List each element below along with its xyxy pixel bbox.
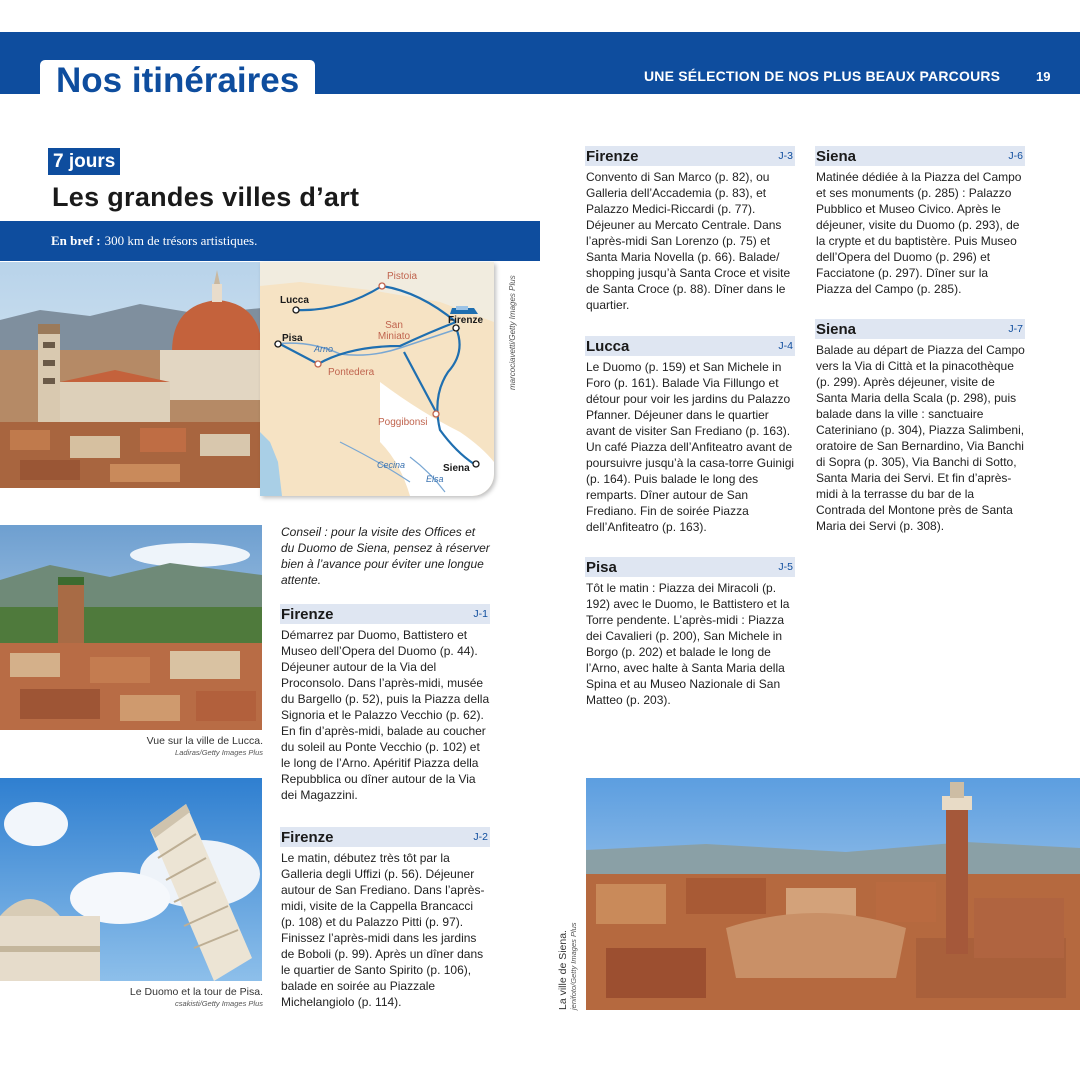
siena-caption [557,922,578,1010]
pisa-caption-credit: csakisti/Getty Images Plus [175,999,263,1008]
duration-badge: 7 jours [48,148,120,175]
map-town-label: San Miniato [377,320,411,342]
map-river-label: Elsa [426,474,444,484]
day-code: J-7 [1008,323,1023,335]
summary-bar [0,221,540,261]
day-block [815,146,1025,297]
day-description: Convento di San Marco (p. 82), ou Galleria dell’Accademia (p. 83), et Palazzo Medici-Riccardi (p. 77). Déjeuner au Mercato Centrale. Dans l’après-midi San Lorenzo (p. 75) et Santa Maria Novella (p. 66). Balade/ shopping jusqu’à Santa Croce et visite de Santa Croce (p. 88). Dîner dans le quartier. [586,170,791,312]
day-code: J-2 [473,831,488,843]
map-town-label: Pontedera [328,367,375,378]
summary-label: En bref : [51,233,101,248]
map-town-label: Poggibonsi [378,417,428,428]
day-block [585,336,795,535]
day-header [815,319,1025,339]
pisa-photo [0,778,262,981]
siena-caption-credit: jenifoto/Getty Images Plus [569,922,578,1010]
siena-photo [586,778,1080,1010]
lucca-caption [0,735,263,757]
day-block [280,827,490,1010]
day-block [815,319,1025,534]
map-city-label: Firenze [448,315,484,326]
day-block [585,557,795,708]
day-description: Le Duomo (p. 159) et San Michele in Foro (p. 161). Balade Via Fillungo et détour pour voir les jardins du Palazzo Pfanner. Déjeuner dans le quartier avant de visiter San Frediano (p. 163). Un café Piazza dell’Anfiteatro avant de poursuivre jusqu’à la casa-torre Guinigi (p. 164). Puis balade le long des remparts. Dîner autour de San Frediano. Fin de soirée Piazza dell’Anfiteatro (p. 163). [586,360,795,534]
visit-tip: Conseil : pour la visite des Offices et du Duomo de Siena, pensez à réserver bien à l’avance pour éviter une longue attente. [281,525,490,587]
day-city: Pisa [586,558,617,576]
pisa-caption [0,986,263,1008]
day-city: Lucca [586,337,630,355]
map-town-label: Pistoia [387,271,418,282]
day-description: Matinée dédiée à la Piazza del Campo et ses monuments (p. 285) : Palazzo Pubblico et Museo Civico. Après le déjeuner, visite du Duomo (p. 293), de la crypte et du baptistère. Puis Museo dell’Opera del Duomo (p. 296) et Facciatone (p. 297). Dîner sur la Piazza del Campo (p. 285). [816,170,1022,296]
day-block [585,146,795,313]
florence-photo [0,262,262,488]
day-code: J-1 [473,608,488,620]
map-river-label: Arno [314,344,334,354]
day-code: J-5 [778,561,793,573]
day-header [585,336,795,356]
day-city: Siena [816,320,857,338]
day-block [280,604,490,803]
itinerary-map [260,262,494,496]
section-title: Nos itinéraires [56,60,300,100]
day-header [585,146,795,166]
day-city: Firenze [281,605,334,623]
section-title-tab [40,60,315,100]
page-number: 19 [1036,69,1051,84]
map-credit: marcociavetti/Getty Images Plus [508,275,517,390]
day-city: Firenze [586,147,639,165]
day-code: J-3 [778,150,793,162]
day-description: Démarrez par Duomo, Battistero et Museo dell’Opera del Duomo (p. 44). Déjeuner autour de la Via del Proconsolo. Dans l’après-midi, musée du Bargello (p. 52), puis la Piazza della Signoria et le Palazzo Vecchio (p. 62). En fin d’après-midi, balade au coucher du soleil au Ponte Vecchio (p. 102) et le long de l’Arno. Apéritif Piazza della Repubblica ou dîner autour de la Via dei Magazzini. [281,628,490,802]
lucca-caption-text: Vue sur la ville de Lucca. [146,735,263,747]
day-city: Firenze [281,828,334,846]
day-header [585,557,795,577]
day-description: Tôt le matin : Piazza dei Miracoli (p. 192) avec le Duomo, le Battistero et la Torre pendente. L’après-midi : Piazza dei Cavalieri (p. 200), San Michele in Borgo (p. 202) et balade le long de l’Arno, avec halte à Santa Maria della Spina et au Museo Nazionale di San Matteo (p. 203). [586,581,790,707]
lucca-photo [0,525,262,730]
pisa-caption-text: Le Duomo et la tour de Pisa. [129,986,263,998]
day-code: J-4 [778,340,793,352]
map-river-label: Cecina [377,460,406,470]
day-description: Balade au départ de Piazza del Campo vers la Via di Città et la pinacothèque (p. 299). Après déjeuner, visite de Santa Maria della Scala (p. 298), puis balade dans la ville : sanctuaire Cateriniano (p. 304), Piazza Salimbeni, oratoire de San Bernardino, Via Banchi di Sopra (p. 305), Via Banchi di Sotto, Santa Maria dei Servi. Et fin d’après-midi à la terrasse du bar de la Contrada del Montone près de Santa Maria dei Servi (p. 308). [816,343,1025,533]
day-description: Le matin, débutez très tôt par la Galleria degli Uffizi (p. 56). Déjeuner autour de San Frediano. Dans l’après-midi, visite de la Cappella Brancacci (p. 108) et du Palazzo Pitti (p. 97). Finissez l’après-midi dans les jardins de Boboli (p. 99). Après un dîner dans le quartier de Santo Spirito (p. 106), balade en soirée au Piazzale Michelangiolo (p. 114). [281,851,485,1009]
map-city-label: Pisa [282,333,303,344]
itinerary-title: Les grandes villes d’art [52,182,360,212]
map-city-label: Siena [443,463,470,474]
siena-caption-text: La ville de Siena. [557,930,569,1010]
map-city-label: Lucca [280,295,309,306]
header-subtitle: UNE SÉLECTION DE NOS PLUS BEAUX PARCOURS [644,68,1001,84]
day-header [280,604,490,624]
day-city: Siena [816,147,857,165]
day-header [280,827,490,847]
day-header [815,146,1025,166]
day-code: J-6 [1008,150,1023,162]
summary-text: 300 km de trésors artistiques. [104,233,258,248]
lucca-caption-credit: Ladiras/Getty Images Plus [175,748,263,757]
